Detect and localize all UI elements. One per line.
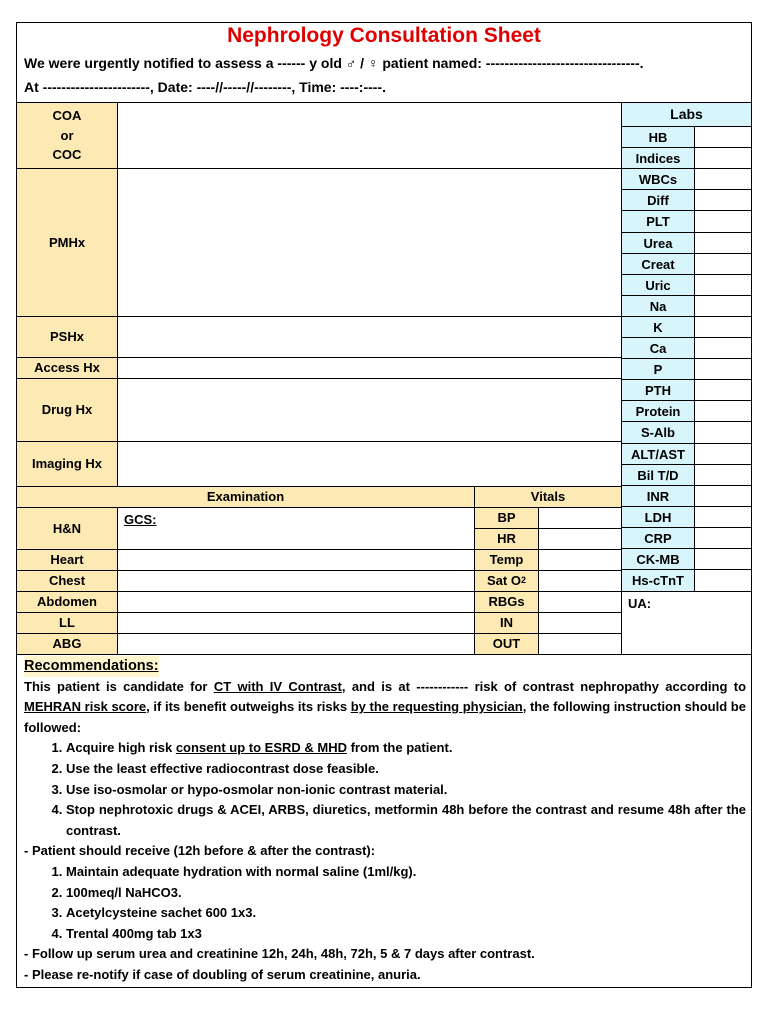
- vital-field-in[interactable]: [538, 612, 622, 634]
- lab-value-field[interactable]: [694, 232, 752, 255]
- coa-coc-label: [16, 102, 118, 169]
- recommendations-heading: Recommendations:: [24, 656, 159, 677]
- lab-label: P: [621, 358, 695, 381]
- lab-label: HB: [621, 126, 695, 149]
- list-item: 2. 100meq/l NaHCO3.: [66, 883, 746, 904]
- lab-label: Creat: [621, 253, 695, 276]
- or-text: or: [60, 127, 74, 143]
- vital-label-sat: [474, 570, 539, 592]
- lab-label: Indices: [621, 147, 695, 170]
- patient-intro-line: We were urgently notified to assess a ------ y old ♂ / ♀ patient named: ---------------------------------.: [24, 55, 644, 71]
- exam-field-heart[interactable]: [117, 549, 475, 571]
- requesting-physician-text: by the requesting physician: [350, 699, 523, 715]
- exam-label-hn: H&N: [16, 507, 118, 550]
- lab-value-field[interactable]: [694, 358, 752, 381]
- exam-field-abg[interactable]: [117, 633, 475, 655]
- sat-label-text: Sat O: [487, 573, 521, 589]
- lab-value-field[interactable]: [694, 421, 752, 444]
- lab-label: WBCs: [621, 168, 695, 191]
- lab-label: CK-MB: [621, 548, 695, 571]
- exam-field-hn[interactable]: [117, 507, 475, 550]
- list-item: 4. Trental 400mg tab 1x3: [66, 924, 746, 945]
- vital-label-temp: Temp: [474, 549, 539, 571]
- lab-label: LDH: [621, 506, 695, 529]
- drug-hx-label: Drug Hx: [16, 378, 118, 442]
- exam-field-abdomen[interactable]: [117, 591, 475, 613]
- drug-hx-field[interactable]: [117, 378, 622, 442]
- lab-value-field[interactable]: [694, 210, 752, 233]
- access-hx-label: Access Hx: [16, 357, 118, 379]
- vital-label-hr: HR: [474, 528, 539, 550]
- page-title: Nephrology Consultation Sheet: [227, 24, 541, 47]
- lab-value-field[interactable]: [694, 506, 752, 529]
- list-item: 1. Maintain adequate hydration with normal saline (1ml/kg).: [66, 862, 746, 883]
- lab-value-field[interactable]: [694, 189, 752, 212]
- vital-field-sat[interactable]: [538, 570, 622, 592]
- lab-label: ALT/AST: [621, 443, 695, 466]
- ua-label: UA:: [628, 596, 652, 611]
- vital-label-in: IN: [474, 612, 539, 634]
- vital-field-temp[interactable]: [538, 549, 622, 571]
- sat-subscript: 2: [520, 575, 526, 586]
- lab-label: Ca: [621, 337, 695, 360]
- pshx-label: PSHx: [16, 316, 118, 358]
- pmhx-label: PMHx: [16, 168, 118, 317]
- exam-label-ll: LL: [16, 612, 118, 634]
- lab-value-field[interactable]: [694, 527, 752, 550]
- lab-label: Diff: [621, 189, 695, 212]
- lab-value-field[interactable]: [694, 443, 752, 466]
- lab-value-field[interactable]: [694, 316, 752, 339]
- pmhx-field[interactable]: [117, 168, 622, 317]
- recommendations-section: [24, 656, 746, 986]
- exam-label-abg: ABG: [16, 633, 118, 655]
- lab-label: Protein: [621, 400, 695, 423]
- ua-field[interactable]: [621, 591, 752, 655]
- coc-text: COC: [52, 147, 82, 163]
- imaging-hx-field[interactable]: [117, 441, 622, 487]
- exam-label-heart: Heart: [16, 549, 118, 571]
- mehran-score-text: MEHRAN risk score: [24, 699, 147, 715]
- location-date-line: At -----------------------, Date: ----//-----//--------, Time: ----:----.: [24, 79, 386, 95]
- receive-list: [24, 862, 746, 944]
- lab-label: Na: [621, 295, 695, 318]
- lab-label: Urea: [621, 232, 695, 255]
- vital-field-bp[interactable]: [538, 507, 622, 529]
- lab-label: Uric: [621, 274, 695, 297]
- lab-value-field[interactable]: [694, 295, 752, 318]
- vitals-header: Vitals: [474, 486, 622, 508]
- lab-label: Bil T/D: [621, 464, 695, 487]
- pshx-field[interactable]: [117, 316, 622, 358]
- lab-value-field[interactable]: [694, 147, 752, 170]
- lab-value-field[interactable]: [694, 569, 752, 592]
- lab-value-field[interactable]: [694, 253, 752, 276]
- consent-text: consent up to ESRD & MHD: [175, 740, 347, 756]
- recommendation-intro: This patient is candidate for CT with IV Contrast, and is at ------------ risk of contrast nephropathy according to MEHRAN risk score, if its benefit outweighs its risks by the requesting physician, the following instruction should be followed:: [24, 678, 747, 735]
- renotify-text: - Please re-notify if case of doubling of serum creatinine, anuria.: [24, 966, 421, 982]
- vital-field-hr[interactable]: [538, 528, 622, 550]
- vital-label-rbgs: RBGs: [474, 591, 539, 613]
- lab-label: S-Alb: [621, 421, 695, 444]
- gcs-label: GCS:: [124, 512, 157, 527]
- lab-value-field[interactable]: [694, 168, 752, 191]
- lab-label: PTH: [621, 379, 695, 402]
- contrast-steps-list: [24, 738, 746, 841]
- lab-label: Hs-cTnT: [621, 569, 695, 592]
- coa-text: COA: [52, 108, 82, 124]
- access-hx-field[interactable]: [117, 357, 622, 379]
- vital-field-rbgs[interactable]: [538, 591, 622, 613]
- lab-value-field[interactable]: [694, 274, 752, 297]
- exam-label-abdomen: Abdomen: [16, 591, 118, 613]
- list-item: 4. Stop nephrotoxic drugs & ACEI, ARBS, diuretics, metformin 48h before the contrast and resume 48h after the contrast.: [66, 800, 746, 841]
- lab-label: INR: [621, 485, 695, 508]
- followup-text: - Follow up serum urea and creatinine 12h, 24h, 48h, 72h, 5 & 7 days after contrast.: [24, 946, 535, 962]
- labs-header: Labs: [621, 102, 752, 127]
- list-item: 1. Acquire high risk consent up to ESRD & MHD from the patient.: [66, 738, 746, 759]
- lab-value-field[interactable]: [694, 548, 752, 571]
- lab-value-field[interactable]: [694, 337, 752, 360]
- lab-label: PLT: [621, 210, 695, 233]
- lab-label: CRP: [621, 527, 695, 550]
- ct-contrast-text: CT with IV Contrast: [213, 678, 342, 694]
- imaging-hx-label: Imaging Hx: [16, 441, 118, 487]
- vital-label-bp: BP: [474, 507, 539, 529]
- lab-value-field[interactable]: [694, 379, 752, 402]
- vital-field-out[interactable]: [538, 633, 622, 655]
- exam-label-chest: Chest: [16, 570, 118, 592]
- vital-label-out: OUT: [474, 633, 539, 655]
- lab-label: K: [621, 316, 695, 339]
- lab-value-field[interactable]: [694, 464, 752, 487]
- examination-header: Examination: [16, 486, 475, 508]
- exam-field-ll[interactable]: [117, 612, 475, 634]
- coa-field[interactable]: [117, 102, 622, 169]
- list-item: 3. Use iso-osmolar or hypo-osmolar non-ionic contrast material.: [66, 780, 746, 801]
- list-item: 2. Use the least effective radiocontrast dose feasible.: [66, 759, 746, 780]
- exam-field-chest[interactable]: [117, 570, 475, 592]
- receive-heading: - Patient should receive (12h before & after the contrast):: [24, 843, 376, 859]
- list-item: 3. Acetylcysteine sachet 600 1x3.: [66, 903, 746, 924]
- lab-value-field[interactable]: [694, 485, 752, 508]
- lab-value-field[interactable]: [694, 400, 752, 423]
- lab-value-field[interactable]: [694, 126, 752, 149]
